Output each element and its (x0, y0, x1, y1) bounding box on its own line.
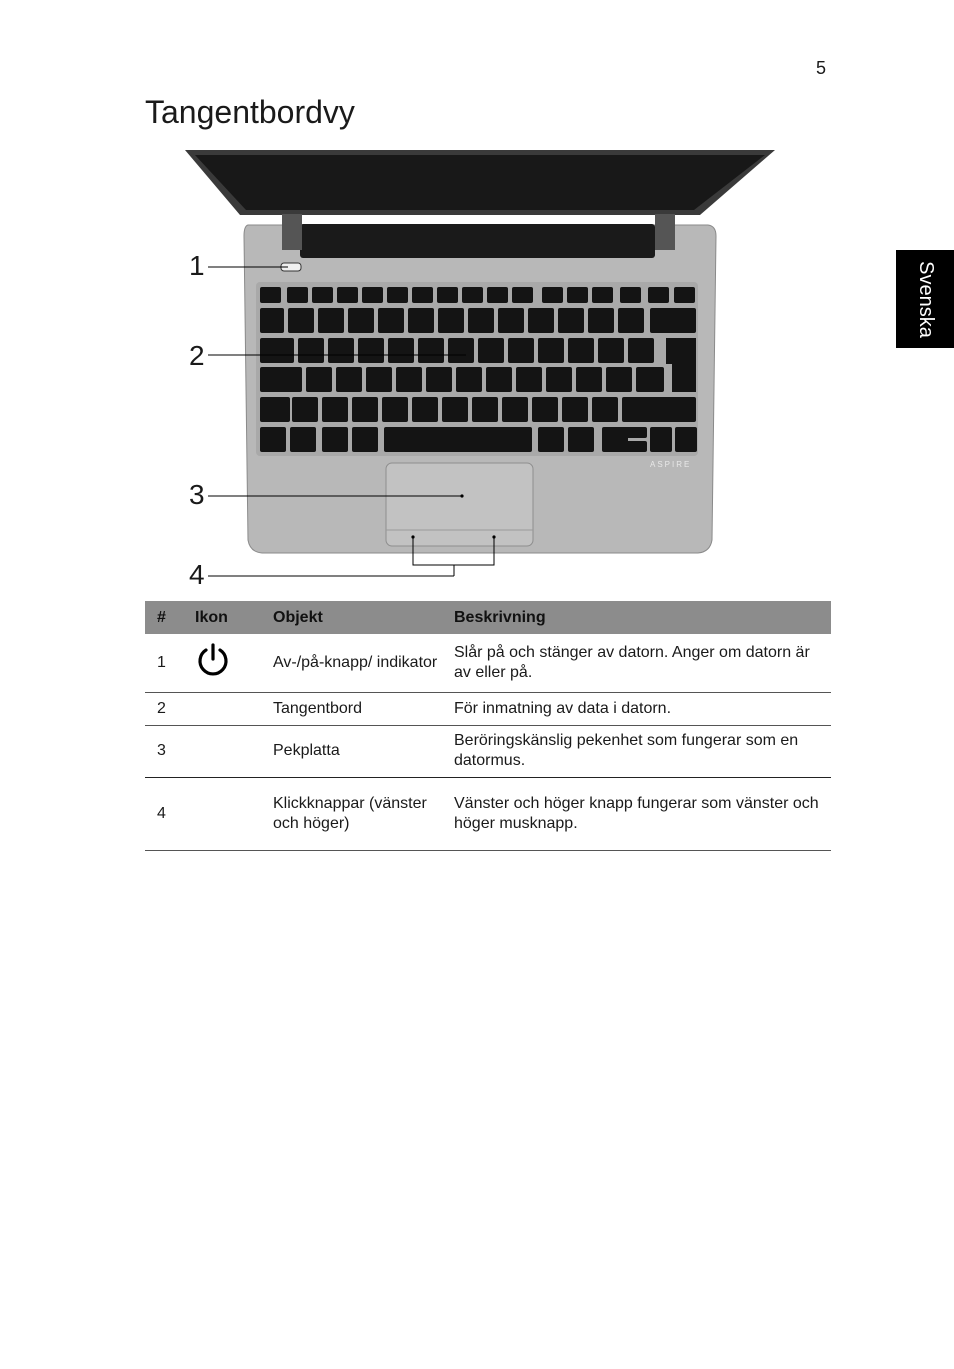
keyboard-keys (260, 287, 697, 452)
row-number: 4 (145, 777, 187, 850)
power-icon (195, 642, 231, 678)
row-number: 1 (145, 634, 187, 692)
page-number: 5 (816, 58, 827, 78)
header-object: Objekt (273, 608, 323, 626)
row-description: Vänster och höger knapp fungerar som vänster och höger musknapp. (446, 777, 831, 850)
laptop-keyboard-figure (180, 140, 790, 610)
row-number: 3 (145, 725, 187, 777)
callout-1: 1 (189, 250, 205, 281)
language-tab (896, 250, 954, 348)
row-object: Klickknappar (vänster och höger) (265, 777, 446, 850)
callout-2: 2 (189, 340, 205, 371)
brand-mark: ASPIRE (650, 460, 692, 469)
table-row (145, 692, 831, 725)
header-icon: Ikon (195, 608, 228, 626)
table-row (145, 725, 831, 777)
row-object: Tangentbord (265, 692, 446, 725)
row-description: Slår på och stänger av datorn. Anger om datorn är av eller på. (446, 634, 831, 692)
callout-3: 3 (189, 479, 205, 510)
row-object: Pekplatta (265, 725, 446, 777)
header-description: Beskrivning (454, 608, 546, 626)
language-tab-label: Svenska (914, 260, 937, 338)
row-object: Av-/på-knapp/ indikator (265, 634, 446, 692)
header-number: # (157, 608, 166, 626)
table-row (145, 777, 831, 850)
row-description: Beröringskänslig pekenhet som fungerar som en datormus. (446, 725, 831, 777)
callout-4: 4 (189, 559, 205, 590)
row-number: 2 (145, 692, 187, 725)
row-description: För inmatning av data i datorn. (446, 692, 831, 725)
page-title: Tangentbordvy (145, 94, 355, 130)
table-header-row (145, 601, 831, 634)
table-row (145, 634, 831, 692)
component-table (145, 601, 831, 851)
